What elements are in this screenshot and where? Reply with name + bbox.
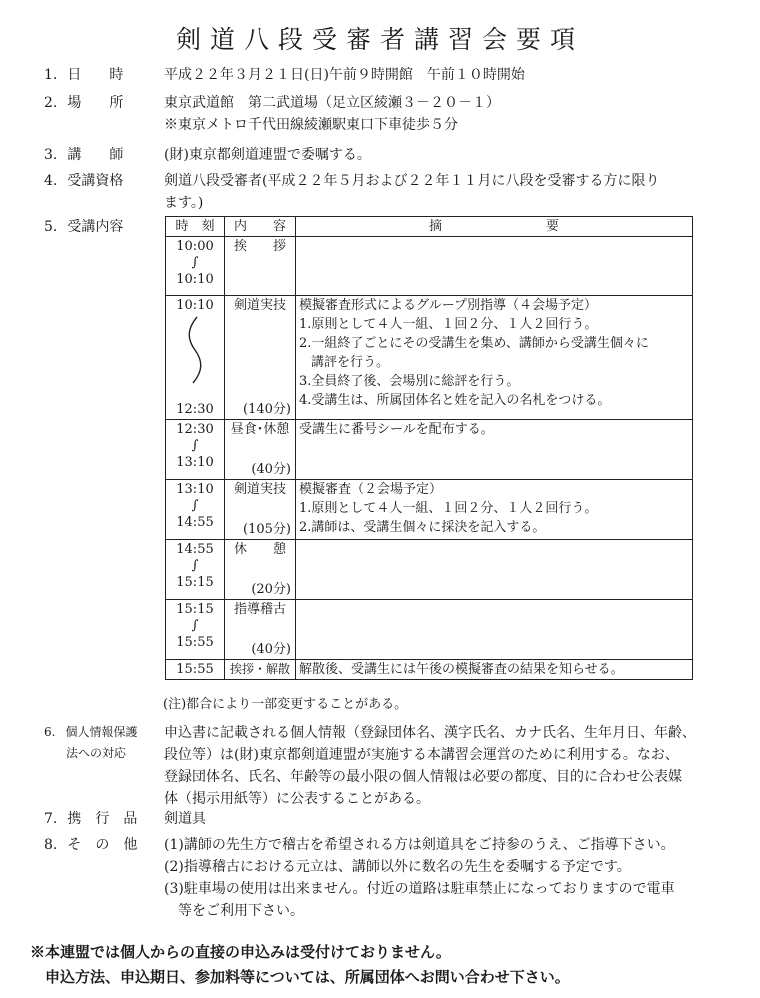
item-number: 3. [44, 147, 58, 163]
content-label: 挨拶・解散 [229, 662, 290, 676]
desc-line: 1.原則として４人一組、１回２分、１人２回行う。 [299, 501, 598, 516]
footer-line: ※本連盟では個人からの直接の申込みは受付けておりません。 [30, 943, 451, 961]
item-number: 5. [44, 219, 58, 235]
item-label [44, 144, 162, 166]
start-time: 12:30 [176, 422, 214, 437]
item-line: ます。) [164, 195, 204, 211]
item-label-text: そ の 他 [67, 837, 138, 853]
time-cell [166, 237, 225, 296]
item-body [164, 170, 724, 214]
item-label-text: 個人情報保護 [65, 725, 138, 739]
time-cell [166, 296, 225, 420]
item-label-text: 日 時 [67, 67, 124, 83]
header-content: 内 容 [225, 217, 296, 237]
item-line: 登録団体名、氏名、年齢等の最小限の個人情報は必要の都度、目的に合わせ公表媒 [164, 769, 682, 785]
duration-label: (105分) [243, 522, 291, 537]
item-number: 4. [44, 173, 58, 189]
end-time: 10:10 [176, 272, 214, 287]
item-body [164, 92, 724, 136]
desc-cell [296, 420, 693, 480]
table-row [166, 237, 693, 296]
end-time: 15:15 [176, 575, 214, 590]
time-cell [166, 420, 225, 480]
desc-cell [296, 296, 693, 420]
content-label: 休 憩 [233, 542, 286, 557]
desc-line: 受講生に番号シールを配布する。 [299, 422, 494, 437]
item-line: (2)指導稽古における元立は、講師以外に数名の先生を委嘱する予定です。 [164, 859, 631, 875]
footer-notice [30, 940, 570, 990]
item-line: 剣道八段受審者(平成２２年５月および２２年１１月に八段を受審する方に限り [164, 173, 660, 189]
item-label-text: 受講資格 [67, 173, 124, 189]
tilde-mark: ∫ [191, 255, 199, 270]
tilde-mark: ∫ [191, 438, 199, 453]
table-header-row [166, 217, 693, 237]
desc-line: 4.受講生は、所属団体名と姓を記入の名札をつける。 [299, 393, 611, 408]
desc-cell [296, 480, 693, 540]
desc-line: 2.一組終了ごとにその受講生を集め、講師から受講生個々に [299, 336, 649, 351]
item-number: 1. [44, 67, 58, 83]
desc-line: 3.全員終了後、会場別に総評を行う。 [299, 374, 520, 389]
content-label: 剣道実技 [233, 298, 286, 313]
time-cell [166, 660, 225, 680]
item-label [44, 170, 162, 192]
start-time: 13:10 [176, 482, 214, 497]
table-row [166, 660, 693, 680]
tilde-mark: ∫ [191, 558, 199, 573]
item-line: 申込書に記載される個人情報（登録団体名、漢字氏名、カナ氏名、生年月日、年齢、 [164, 725, 696, 741]
item-line: 段位等）は(財)東京都剣道連盟が実施する本講習会運営のために利用する。なお、 [164, 747, 679, 763]
time-cell [166, 540, 225, 600]
end-time: 15:55 [176, 635, 214, 650]
duration-label: (40分) [251, 642, 291, 657]
desc-cell [296, 600, 693, 660]
item-label-text: 受講内容 [67, 219, 124, 235]
item-label [44, 92, 162, 114]
table-row [166, 540, 693, 600]
item-body [164, 64, 724, 86]
tilde-mark: ∫ [191, 498, 199, 513]
duration-label: (20分) [251, 582, 291, 597]
desc-cell [296, 237, 693, 296]
schedule-note: (注)都合により一部変更することがある。 [163, 697, 408, 712]
start-time: 10:00 [176, 239, 214, 254]
item-line: 剣道具 [164, 811, 206, 827]
item-label [44, 808, 162, 830]
item-line: 平成２２年３月２１日(日)午前９時開館 午前１０時開始 [164, 67, 525, 83]
item-line: (財)東京都剣道連盟で委嘱する。 [164, 147, 371, 163]
time-cell [166, 480, 225, 540]
content-cell [225, 420, 296, 480]
item-line: 等をご利用下さい。 [164, 903, 304, 919]
item-label-text: 携 行 品 [67, 811, 138, 827]
table-row [166, 296, 693, 420]
desc-line: 2.講師は、受講生個々に採決を記入する。 [299, 520, 546, 535]
desc-line: 模擬審査形式によるグループ別指導（４会場予定） [299, 298, 597, 313]
start-time: 15:55 [176, 662, 214, 677]
header-time: 時 刻 [166, 217, 225, 237]
item-line: (3)駐車場の使用は出来ません。付近の道路は駐車禁止になっておりますので電車 [164, 881, 675, 897]
desc-line: 模擬審査（２会場予定） [299, 482, 443, 497]
table-row [166, 600, 693, 660]
table-row [166, 420, 693, 480]
start-time: 15:15 [176, 602, 214, 617]
content-cell [225, 296, 296, 420]
tilde-mark: ∫ [191, 618, 199, 633]
item-line: 体（掲示用紙等）に公表することがある。 [164, 791, 430, 807]
start-time: 14:55 [176, 542, 214, 557]
start-time: 10:10 [176, 298, 214, 313]
duration-label: (140分) [243, 402, 291, 417]
item-label [44, 216, 162, 238]
item-label-text: 講 師 [67, 147, 124, 163]
end-time: 13:10 [176, 455, 214, 470]
item-body [164, 722, 724, 810]
item-line: ※東京メトロ千代田線綾瀬駅東口下車徒歩５分 [164, 117, 458, 133]
item-number: 7. [44, 811, 58, 827]
desc-line: 解散後、受講生には午後の模擬審査の結果を知らせる。 [299, 662, 624, 677]
content-cell [225, 540, 296, 600]
range-wave-icon [185, 315, 205, 385]
content-label: 挨 拶 [233, 239, 286, 254]
desc-line: 講評を行う。 [311, 355, 390, 370]
item-label-text: 法への対応 [66, 746, 127, 760]
footer-line: 申込方法、申込期日、参加料等については、所属団体へお問い合わせ下さい。 [30, 968, 570, 986]
item-line: 東京武道館 第二武道場（足立区綾瀬３－２０－１） [164, 95, 500, 111]
header-summary: 摘 要 [296, 217, 693, 237]
duration-label: (40分) [251, 462, 291, 477]
desc-cell [296, 660, 693, 680]
end-time: 14:55 [176, 515, 214, 530]
desc-line: 1.原則として４人一組、１回２分、１人２回行う。 [299, 317, 598, 332]
content-label: 昼食･休憩 [230, 422, 290, 437]
item-number: 6. [44, 725, 56, 739]
item-label [44, 722, 162, 764]
item-label-text: 場 所 [67, 95, 124, 111]
page-title: 剣道八段受審者講習会要項 [175, 25, 584, 54]
table-row [166, 480, 693, 540]
item-number: 8. [44, 837, 58, 853]
desc-cell [296, 540, 693, 600]
content-label: 指導稽古 [233, 602, 286, 617]
item-label [44, 834, 162, 856]
time-cell [166, 600, 225, 660]
item-line: (1)講師の先生方で稽古を希望される方は剣道具をご持参のうえ、ご指導下さい。 [164, 837, 675, 853]
content-label: 剣道実技 [233, 482, 286, 497]
item-number: 2. [44, 95, 58, 111]
content-cell [225, 660, 296, 680]
item-label [44, 64, 162, 86]
end-time: 12:30 [176, 402, 214, 417]
item-body [164, 834, 724, 922]
content-cell [225, 600, 296, 660]
item-body [164, 808, 724, 830]
content-cell [225, 480, 296, 540]
item-body [164, 144, 724, 166]
schedule-table [165, 216, 693, 680]
content-cell [225, 237, 296, 296]
